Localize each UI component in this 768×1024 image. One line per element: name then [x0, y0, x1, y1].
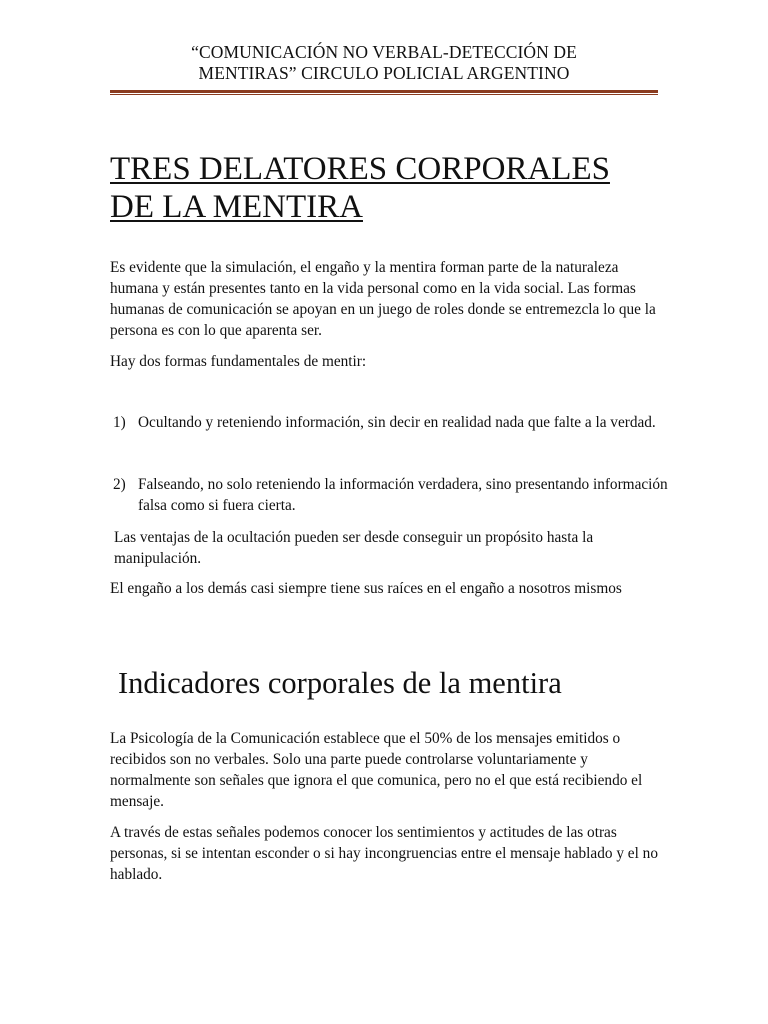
section-heading: Indicadores corporales de la mentira	[118, 666, 562, 700]
list-item	[113, 474, 678, 516]
section-paragraph-1: La Psicología de la Comunicación establece que el 50% de los mensajes emitidos o recibidos son no verbales. Solo una parte puede controlarse voluntariamente y normalmente son señales que ignora el que comunica, pero no el que está recibiendo el mensaje.	[110, 730, 643, 810]
self-deception-paragraph: El engaño a los demás casi siempre tiene sus raíces en el engaño a nosotros mismos	[110, 580, 622, 597]
header-rule	[110, 90, 658, 95]
intro-paragraph: Es evidente que la simulación, el engaño y la mentira forman parte de la naturaleza humana y están presentes tanto en la vida personal como en la vida social. Las formas humanas de comunicación se apoyan en un juego de roles donde se entremezcla lo que la persona es con lo que aparenta ser.	[110, 259, 656, 339]
section-paragraph-2: A través de estas señales podemos conocer los sentimientos y actitudes de las otras personas, si se intentan esconder o si hay incongruencias entre el mensaje hablado y el no hablado.	[110, 824, 658, 883]
document-header	[110, 42, 658, 84]
forms-intro-paragraph: Hay dos formas fundamentales de mentir:	[110, 353, 367, 370]
title-line-2: DE LA MENTIRA	[110, 189, 363, 225]
list-item-text: Falseando, no solo reteniendo la información verdadera, sino presentando información falsa como si fuera cierta.	[138, 476, 668, 514]
header-line-2: MENTIRAS” CIRCULO POLICIAL ARGENTINO	[198, 63, 570, 83]
list-item-text: Ocultando y reteniendo información, sin decir en realidad nada que falte a la verdad.	[138, 414, 656, 431]
title-line-1: TRES DELATORES CORPORALES	[110, 151, 610, 187]
list-item	[113, 412, 678, 433]
list-item-number: 2)	[113, 476, 126, 493]
list-item-number: 1)	[113, 414, 126, 431]
advantages-paragraph: Las ventajas de la ocultación pueden ser desde conseguir un propósito hasta la manipulación.	[114, 529, 594, 567]
page-title	[110, 150, 670, 226]
header-line-1: “COMUNICACIÓN NO VERBAL-DETECCIÓN DE	[191, 42, 577, 62]
